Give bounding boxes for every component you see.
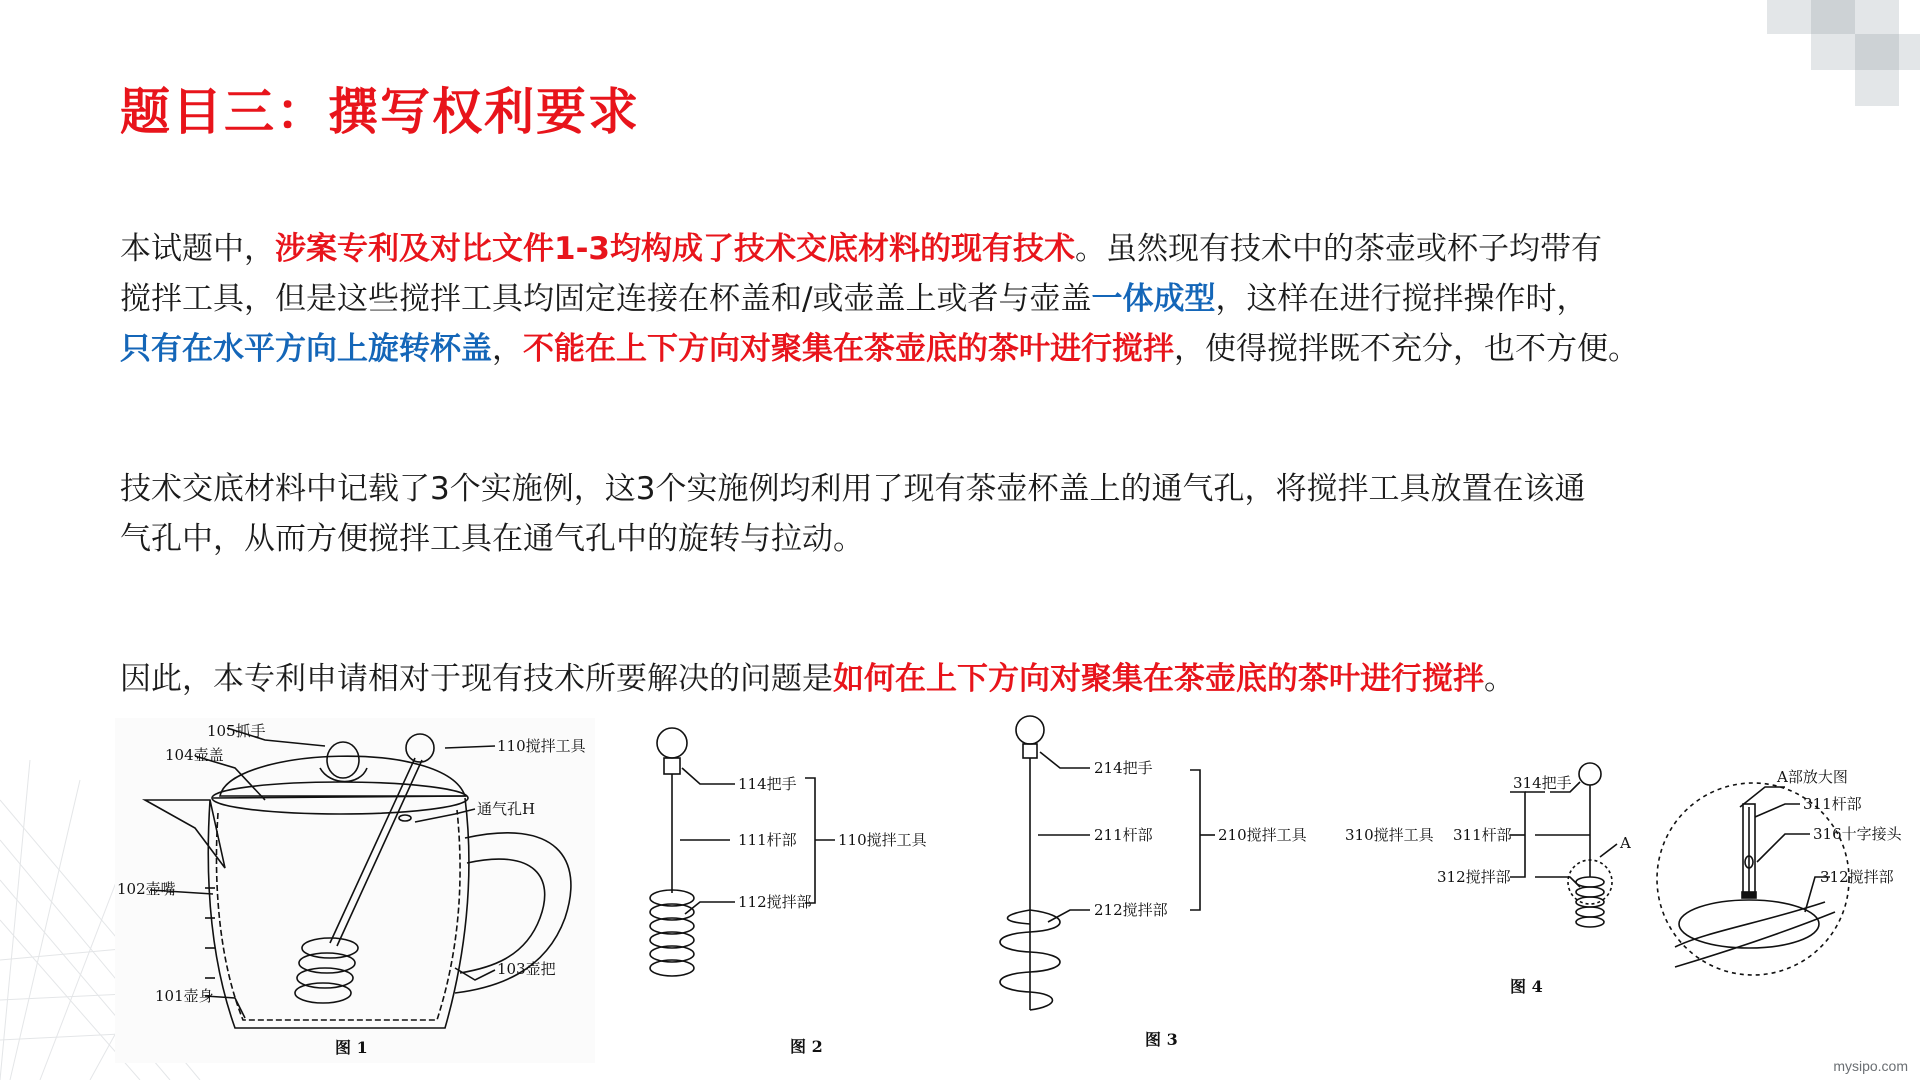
fig4-label-314: 314把手 [1513, 774, 1572, 792]
fig1-caption: 图 1 [335, 1038, 368, 1057]
fig1-label-hole: 通气孔H [477, 800, 536, 818]
paragraph-line: 技术交底材料中记载了3个实施例，这3个实施例均利用了现有茶壶杯盖上的通气孔，将搅拌工具放置在该通 [120, 471, 1586, 507]
text-run: ，这样在进行搅拌操作时， [1215, 281, 1588, 317]
highlight-blue: 一体成型 [1091, 281, 1216, 317]
fig1-label-105: 105抓手 [207, 722, 266, 740]
fig3-label-210: 210搅拌工具 [1218, 826, 1307, 844]
paragraph-line: 气孔中，从而方便搅拌工具在通气孔中的旋转与拉动。 [120, 521, 864, 557]
fig2-label-114: 114把手 [738, 775, 797, 793]
fig4-label-310: 310搅拌工具 [1345, 826, 1434, 844]
fig4-label-312: 312搅拌部 [1437, 868, 1511, 886]
fig2-caption: 图 2 [790, 1037, 823, 1056]
highlight-red: 不能在上下方向对聚集在茶壶底的茶叶进行搅拌 [523, 331, 1174, 367]
fig4-label-zoom: A部放大图 [1777, 768, 1848, 786]
figure-3-stirrer [990, 710, 1330, 1050]
fig2-label-111: 111杆部 [738, 831, 797, 849]
slide-title: 题目三：撰写权利要求 [120, 83, 640, 141]
fig4-label-311b: 311杆部 [1803, 795, 1862, 813]
highlight-red: 如何在上下方向对聚集在茶壶底的茶叶进行搅拌 [833, 661, 1484, 697]
figure-4-drawing [1345, 752, 1905, 1002]
watermark: mysipo.com [1833, 1058, 1908, 1074]
paragraph-line [120, 324, 1840, 374]
fig1-label-101: 101壶身 [155, 987, 214, 1005]
fig3-caption: 图 3 [1145, 1030, 1178, 1049]
highlight-blue: 只有在水平方向上旋转杯盖 [120, 331, 492, 367]
paragraph-prior-art [120, 224, 1840, 374]
highlight-red: 涉案专利及对比文件1-3均构成了技术交底材料的现有技术 [275, 231, 1076, 267]
text-run: 本试题中， [120, 231, 275, 267]
fig1-label-102: 102壶嘴 [117, 880, 176, 898]
fig4-label-311: 311杆部 [1453, 826, 1512, 844]
figure-4-stirrer [1345, 752, 1905, 1002]
paragraph-embodiments [120, 464, 1840, 564]
fig3-label-212: 212搅拌部 [1094, 901, 1168, 919]
paragraph-line [120, 274, 1840, 324]
figure-1-drawing [115, 718, 595, 1063]
text-run: 。虽然现有技术中的茶壶或杯子均带有 [1075, 231, 1603, 267]
fig4-caption: 图 4 [1510, 977, 1543, 996]
text-run: ，使得搅拌既不充分，也不方便。 [1174, 331, 1639, 367]
text-run: 。 [1484, 661, 1515, 697]
figure-3-drawing [990, 710, 1330, 1050]
fig1-label-104: 104壶盖 [165, 746, 224, 764]
text-run: 搅拌工具，但是这些搅拌工具均固定连接在杯盖和/或壶盖上或者与壶盖 [120, 281, 1092, 317]
figure-1-teapot [115, 718, 595, 1063]
fig4-label-312b: 312搅拌部 [1820, 868, 1894, 886]
fig1-label-103: 103壶把 [497, 960, 556, 978]
fig3-label-211: 211杆部 [1094, 826, 1153, 844]
text-run: ， [492, 331, 523, 367]
paragraph-line [120, 654, 1840, 704]
paragraph-line [120, 224, 1840, 274]
text-run: 因此，本专利申请相对于现有技术所要解决的问题是 [120, 661, 833, 697]
fig2-label-112: 112搅拌部 [738, 893, 812, 911]
figure-2-drawing [630, 718, 960, 1063]
fig4-label-316: 316十字接头 [1813, 825, 1902, 843]
fig1-label-110: 110搅拌工具 [497, 737, 586, 755]
fig2-label-110: 110搅拌工具 [838, 831, 927, 849]
fig4-label-A: A [1620, 834, 1631, 852]
fig3-label-214: 214把手 [1094, 759, 1153, 777]
paragraph-problem [120, 654, 1840, 704]
figure-2-stirrer [630, 718, 960, 1063]
